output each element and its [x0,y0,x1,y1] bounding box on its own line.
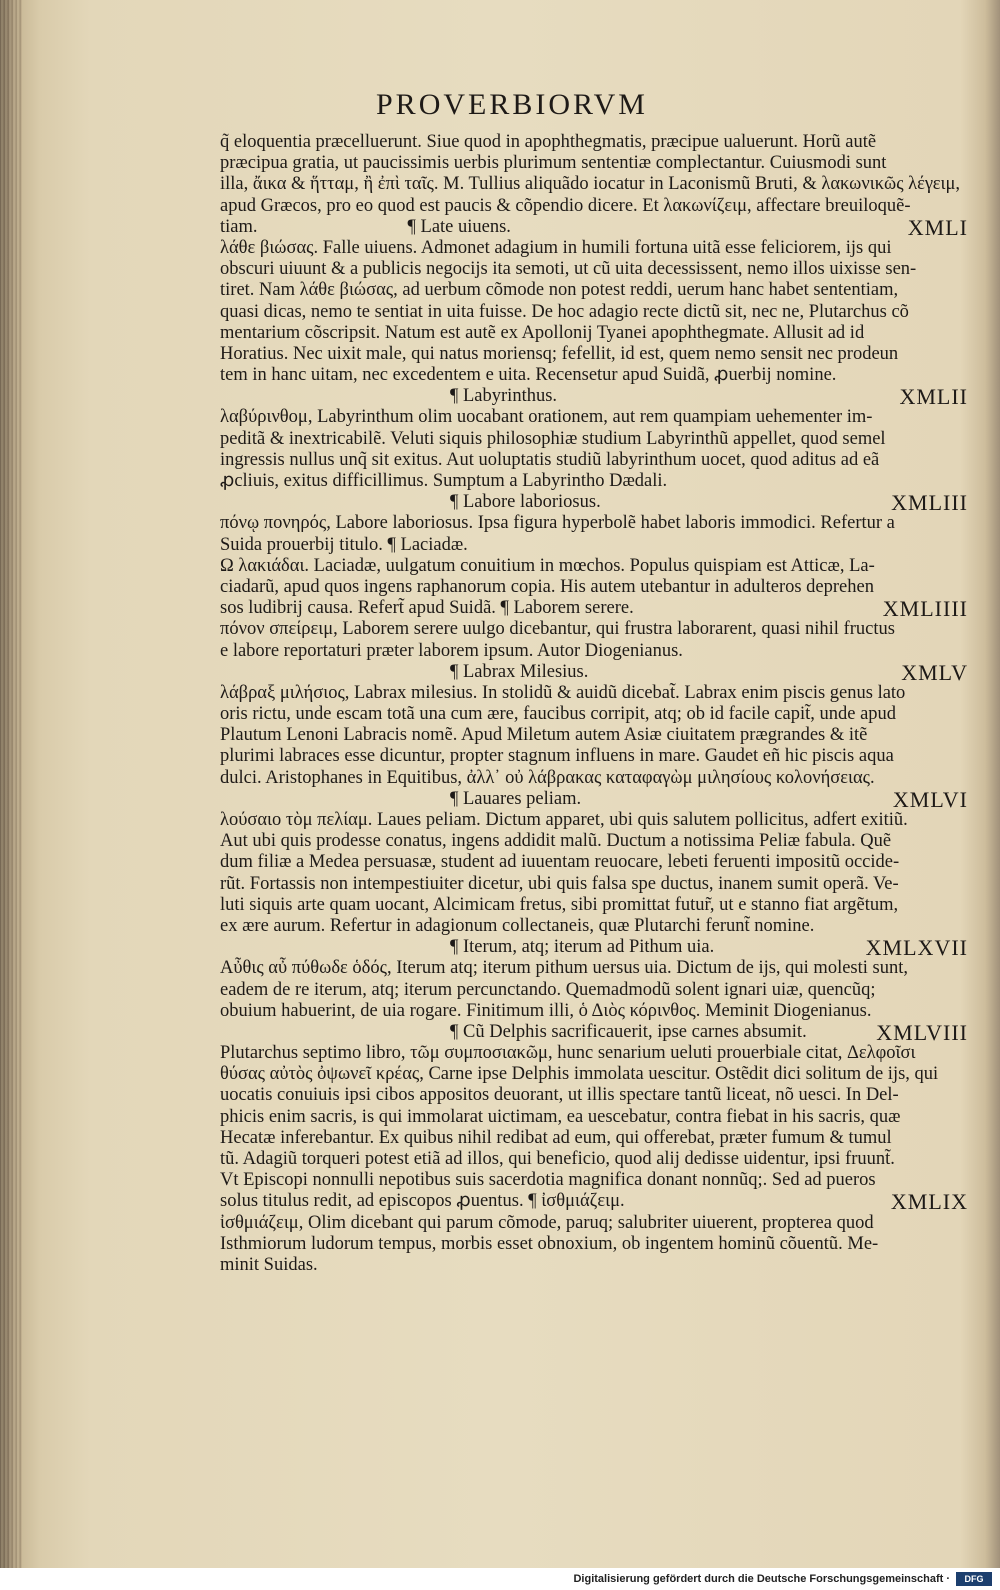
text-line [220,132,968,153]
text-line [220,196,968,217]
line-text: λάθε βιώσας. Falle uiuens. Admonet adagium in humili fortuna uitã esse feliciorem, ijs qui [220,237,892,258]
line-text: sos ludibrij causa. Refert̃ apud Suidã. ¶ Laborem serere. [220,598,634,619]
text-line [220,153,968,174]
text-line [220,596,968,622]
line-text: λαβύρινθομ, Labyrinthum olim uocabant orationem, aut rem quampiam uehementer im- [220,407,873,428]
text-line [220,786,968,812]
line-text: ex ære aurum. Refertur in adagionum collectaneis, quæ Plutarchi ferunt̃ nomine. [220,915,815,936]
text-line [220,1128,968,1149]
page [220,80,968,1280]
line-text: Αὖθις αὖ πύθωδε ὁδός, Iterum atq; iterum pithum uersus uia. Dictum de ijs, qui molesti sunt, [220,958,908,979]
line-text: mentarium cõscripsit. Natum est autẽ ex Apollonij Tyanei apophthegmate. Allusit ad id [220,322,865,343]
text-line [220,852,968,873]
line-text: λούσαιο τὸμ πελίαμ. Laues peliam. Dictum apparet, ubi quis salutem pollicitus, adfert exitiũ. [220,810,908,830]
text-line [220,1149,968,1170]
text-line [220,704,968,725]
text-line [220,280,968,301]
text-line [220,659,968,685]
section-heading: ¶ Labyrinthus. [450,386,558,407]
text-line [220,174,968,195]
text-line [220,958,968,979]
adage-number: XMLIII [891,490,968,516]
text-line [220,323,968,344]
text-line [220,810,968,831]
adage-number: XMLIIII [882,596,968,622]
line-text: ἰσθμιάζειμ, Olim dicebant qui parum cõmode, paruq; salubriter uiuerent, propterea quod [220,1212,874,1233]
line-text: plurimi labraces esse dicuntur, propter stagnum influens in mare. Gaudet eñ hic piscis aqua [220,746,894,767]
dfg-logo: DFG [956,1572,992,1586]
section-heading: ¶ Iterum, atq; iterum ad Pithum uia. [450,937,715,958]
text-line [220,619,968,640]
text-line [220,556,968,577]
line-text: tũ. Adagiũ torqueri potest etiã ad illos, qui beneficio, quod alij dedisse uidentur, ipsi fruunt̃. [220,1149,895,1169]
text-line [220,874,968,895]
section-heading: ¶ Cũ Delphis sacrificauerit, ipse carnes absumit. [450,1021,807,1042]
line-text: tiret. Nam λάθε βιώσας, ad uerbum cõmode non potest reddi, uerum hanc habet sententiam, [220,280,899,301]
text-line [220,831,968,852]
line-text: Aut ubi quis prodesse conatus, ingens addidit malũ. Ductum a notissima Peliæ fabula. Quẽ [220,831,892,852]
text-line [220,1213,968,1234]
text-line [220,1255,968,1276]
text-line [220,490,968,516]
section-heading: ¶ Labore laboriosus. [450,492,601,513]
text-line [220,513,968,534]
adage-number: XMLIX [890,1189,968,1215]
line-text: eadem de re iterum, atq; iterum percunctando. Quemadmodũ solent ignari uiæ, quencũq; [220,979,876,1000]
text-line [220,429,968,450]
text-line [220,1107,968,1128]
section-heading: ¶ Labrax Milesius. [450,661,589,682]
text-line [220,535,968,556]
line-text: λάβραξ μιλήσιος, Labrax milesius. In stolidũ & auidũ dicebat̃. Labrax enim piscis genus lato [220,682,906,703]
line-text: Hecatæ inferebantur. Ex quibus nihil redibat ad eum, qui offerebat, præter fumum & tumul [220,1127,892,1148]
adage-number: XMLXVII [865,935,968,961]
section-heading: ¶ Lauares peliam. [450,788,582,809]
text-line [220,471,968,492]
section-heading: ¶ Late uiuens. [407,216,511,237]
line-text: tiam. [220,216,258,237]
text-line [220,1085,968,1106]
line-text: quasi dicas, nemo te sentiat in uita fuisse. De hoc adagio recte dictũ sit, nec ne, Plutarchus cõ [220,301,909,322]
line-text: Vt Episcopi nonnulli nepotibus suis sacerdotia magnifica donant nonnũq;. Sed ad pueros [220,1170,876,1191]
line-text: Plautum Lenoni Labracis nomẽ. Apud Miletum autem Asiæ ciuitatem prægrandes & itẽ [220,725,868,746]
text-line [220,935,968,961]
text-line [220,1170,968,1191]
text-line [220,238,968,259]
line-text: πόνον σπείρειμ, Laborem serere uulgo dicebantur, qui frustra laborarent, quasi nihil fructus [220,619,895,640]
adage-number: XMLV [901,659,968,685]
adage-number: XMLVIII [876,1019,968,1045]
line-text: obscuri uiuunt & a publicis negocijs ita semoti, ut cũ uita decessissent, nemo illos uixisse sen- [220,259,917,280]
text-line [220,384,968,410]
line-text: præcipua gratia, ut paucissimis uerbis plurimum sententiæ complectantur. Cuiusmodi sunt [220,153,887,174]
text-line [220,746,968,767]
line-text: apud Græcos, pro eo quod est paucis & cõpendio dicere. Et λακωνίζειμ, affectare breuiloquẽ- [220,195,911,216]
adage-number: XMLVI [892,786,968,812]
line-text: q̃ eloquentia præcelluerunt. Siue quod in apophthegmatis, præcipue ualuerunt. Horũ autẽ [220,132,877,152]
text-line [220,768,968,789]
text-line [220,895,968,916]
running-head: PROVERBIORVM [376,88,648,121]
line-text: obuium habuerint, de uia rogare. Finitimum illi, ὁ Διὸς κόρινθος. Meminit Diogenianus. [220,1000,872,1021]
line-text: phicis enim sacris, is qui immolarat uictimam, ea uescebatur, contra fiebat in his sacris, quæ [220,1106,901,1127]
text-line [220,1019,968,1045]
text-line [220,1043,968,1064]
line-text: dum filiæ a Medea persuasæ, student ad iuuentam reuocare, lebeti feruenti impositũ occide- [220,852,900,873]
line-text: ciadarũ, apud quos ingens raphanorum copia. His autem utebantur in adulteros deprehen [220,576,874,597]
body-text [220,132,968,1276]
text-line [220,980,968,1001]
line-text: θύσας αὐτὸς ὀψωνεῖ κρέας, Carne ipse Delphis immolata uescitur. Ostẽdit dici solitum de ijs, qui [220,1064,939,1085]
text-line [220,302,968,323]
line-text: rũt. Fortassis non intempestiuiter dicetur, ubi quis falsa spe ductus, inanem sumit operã. Ve- [220,873,899,894]
line-text: illa, ἄικα & ἥτταμ, ἢ ἐπὶ ταῖς. M. Tullius aliquãdo iocatur in Laconismũ Bruti, & λακωνικῶς λέγειμ, [220,174,961,195]
text-line [220,1064,968,1085]
text-line [220,683,968,704]
line-text: minit Suidas. [220,1254,318,1275]
footer-credit: Digitalisierung gefördert durch die Deutsche Forschungsgemeinschaft · [573,1573,950,1585]
text-line [220,1189,968,1215]
line-text: Isthmiorum ludorum tempus, morbis esset obnoxium, ob ingentem hominũ cõuentũ. Me- [220,1233,879,1254]
line-text: ingressis nullus unq̃ sit exitus. Aut uoluptatis studiũ labyrinthum uocet, quod aditus ad eã [220,449,880,470]
text-line [220,365,968,386]
line-text: ꝓcliuis, exitus difficillimus. Sumptum a Labyrintho Dædali. [220,471,668,491]
line-text: peditã & inextricabilẽ. Veluti siquis philosophiæ studium Labyrinthũ appellet, quod semel [220,428,886,449]
line-text: oris rictu, unde escam totã una cum ære, faucibus corripit, atq; ob id facile capit̃, unde apud [220,704,897,725]
line-text: solus titulus redit, ad episcopos ꝓuentus. ¶ ἰσθμιάζειμ. [220,1191,625,1212]
line-text: Suida prouerbij titulo. ¶ Laciadæ. [220,534,468,555]
line-text: e labore reportaturi præter laborem ipsum. Autor Diogenianus. [220,640,683,661]
line-text: Ω λακιάδαι. Laciadæ, uulgatum conuitium in mœchos. Populus quispiam est Atticæ, La- [220,555,875,576]
page-edge [0,0,22,1568]
adage-number: XMLI [907,214,968,240]
text-line [220,1001,968,1022]
line-text: πόνῳ πονηρός, Labore laboriosus. Ipsa figura hyperbolẽ habet laboris immodici. Refertur a [220,513,895,534]
text-line [220,450,968,471]
line-text: Plutarchus septimo libro, τῶμ συμποσιακῶμ, hunc senarium ueluti prouerbiale citat, Δελφοῖσι [220,1043,916,1064]
footer-bar [0,1568,1000,1590]
text-line [220,1234,968,1255]
text-line [220,725,968,746]
text-line [220,916,968,937]
line-text: Horatius. Nec uixit male, qui natus moriensq; fefellit, id est, quem nemo sensit nec prodeun [220,343,899,364]
line-text: dulci. Aristophanes in Equitibus, ἀλλ᾽ οὐ λάβρακας καταφαγὼμ μιλησίους κολονήσειας. [220,767,875,788]
line-text: tem in hanc uitam, nec excedentem e uita. Recensetur apud Suidã, ꝓuerbij nomine. [220,365,837,386]
text-line [220,259,968,280]
text-line [220,577,968,598]
line-text: uocatis conuiuis ipsi cibos appositos deuorant, ut illis spectare tantũ liceat, nõ uesci. In Del- [220,1085,899,1106]
line-text: luti siquis arte quam uocant, Alcimicam fretus, sibi promittat futur̃, ut e stanno fiat argẽtum, [220,894,899,915]
text-line [220,214,968,240]
text-line [220,344,968,365]
text-line [220,407,968,428]
text-line [220,641,968,662]
adage-number: XMLII [899,384,968,410]
